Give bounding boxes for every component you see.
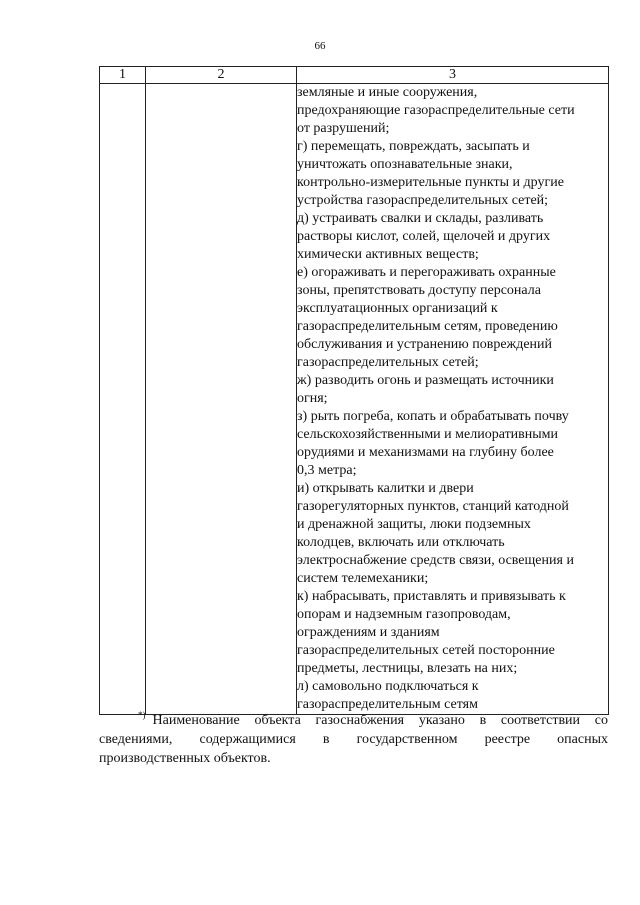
text-line: уничтожать опознавательные знаки,: [297, 157, 513, 172]
text-line: от разрушений;: [297, 121, 390, 136]
column-1-header: 1: [100, 67, 146, 84]
text-line: е) огораживать и перегораживать охранные: [297, 265, 556, 280]
column-3-cell: [297, 84, 609, 715]
footnote-text-line-3: производственных объектов.: [99, 751, 271, 766]
text-line: и) открывать калитки и двери: [297, 481, 474, 496]
document-table: [99, 66, 609, 715]
page-number: 66: [314, 40, 326, 52]
text-line: газораспределительным сетям, проведению: [297, 319, 558, 334]
text-line: огня;: [297, 391, 328, 406]
text-line: г) перемещать, повреждать, засыпать и: [297, 139, 530, 154]
text-line: орудиями и механизмами на глубину более: [297, 445, 554, 460]
text-line: предметы, лестницы, влезать на них;: [297, 661, 518, 676]
column-2-cell: [146, 84, 297, 715]
footnote-marker: *): [138, 710, 146, 720]
text-line: обслуживания и устранению повреждений: [297, 337, 553, 352]
text-line: земляные и иные сооружения,: [297, 85, 478, 100]
table-header-row: [100, 67, 609, 84]
text-line: ж) разводить огонь и размещать источники: [297, 373, 554, 388]
text-line: газораспределительных сетей;: [297, 355, 479, 370]
text-line: д) устраивать свалки и склады, разливать: [297, 211, 544, 226]
text-line: устройства газораспределительных сетей;: [297, 193, 549, 208]
column-2-header: 2: [146, 67, 297, 84]
footnote-text-line-2: сведениями, содержащимися в государственном реестре опасных: [99, 732, 608, 747]
text-line: к) набрасывать, приставлять и привязывать к: [297, 589, 566, 604]
text-line: контрольно-измерительные пункты и другие: [297, 175, 564, 190]
footnote: [99, 706, 608, 768]
text-line: газораспределительных сетей посторонние: [297, 643, 555, 658]
text-line: предохраняющие газораспределительные сети: [297, 103, 575, 118]
table-row: [100, 84, 609, 715]
text-line: растворы кислот, солей, щелочей и других: [297, 229, 551, 244]
text-line: опорам и надземным газопроводам,: [297, 607, 511, 622]
text-line: электроснабжение средств связи, освещения и: [297, 553, 574, 568]
text-line: з) рыть погреба, копать и обрабатывать почву: [297, 409, 569, 424]
column-3-header: 3: [297, 67, 609, 84]
text-line: и дренажной защиты, люки подземных: [297, 517, 531, 532]
text-line: колодцев, включать или отключать: [297, 535, 505, 550]
text-line: газорегуляторных пунктов, станций катодной: [297, 499, 569, 514]
footnote-text-line-1: Наименование объекта газоснабжения указано в соответствии со: [152, 713, 608, 728]
text-line: 0,3 метра;: [297, 463, 357, 478]
footnote-first-line: [99, 706, 608, 730]
text-line: сельскохозяйственными и мелиоративными: [297, 427, 559, 442]
text-line: л) самовольно подключаться к: [297, 679, 479, 694]
text-line: ограждениям и зданиям: [297, 625, 440, 640]
text-line: газораспределительным сетям: [297, 697, 478, 712]
text-line: зоны, препятствовать доступу персонала: [297, 283, 541, 298]
column-1-cell: [100, 84, 146, 715]
text-line: химически активных веществ;: [297, 247, 479, 262]
text-line: эксплуатационных организаций к: [297, 301, 498, 316]
text-line: систем телемеханики;: [297, 571, 429, 586]
